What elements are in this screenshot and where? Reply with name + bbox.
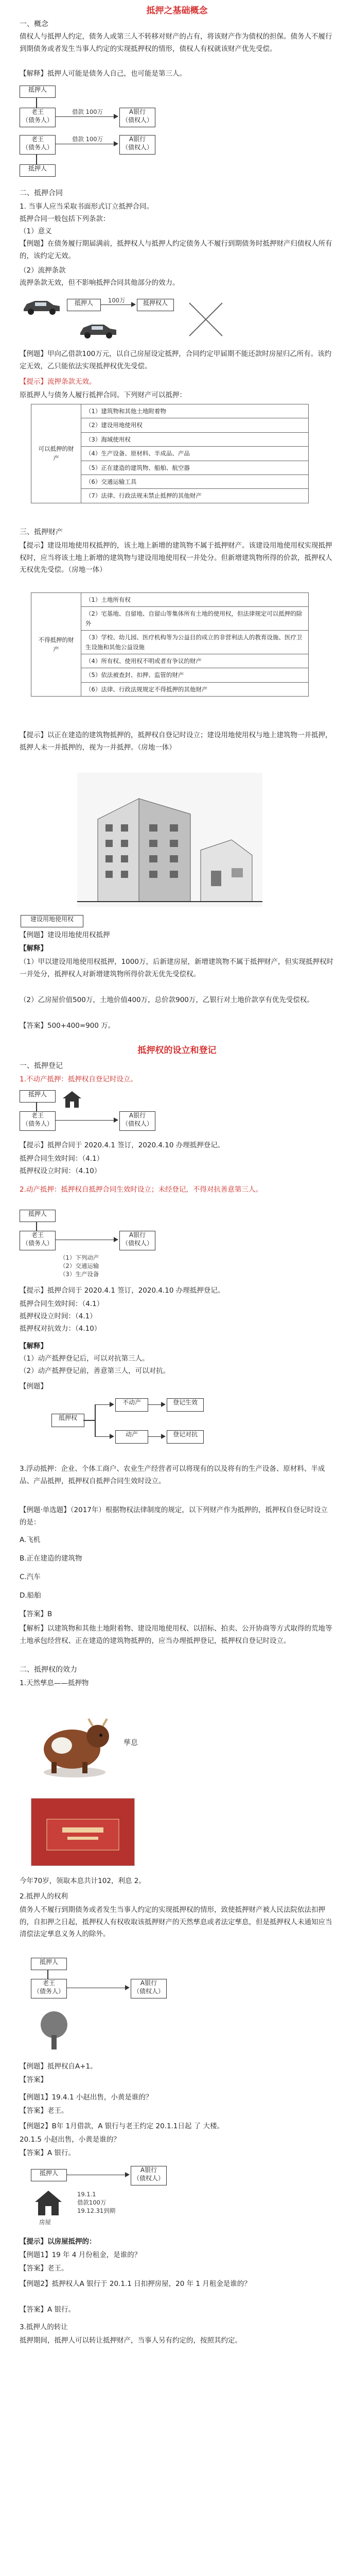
answer: 【答案】B: [20, 1610, 52, 1618]
list-item: （1）下列动产: [60, 1254, 99, 1261]
paragraph: 债权人与抵押人约定，债务人或第三人不转移对财产的占有，将该财产作为债权的担保。债务人不履行到期债务或者发生当事人约定的实现抵押权的情形，债权人有权就该财产优先受偿。: [20, 32, 332, 53]
mortgageable-table: [31, 404, 309, 503]
bank-box: [119, 1231, 155, 1250]
mortgagor-box: 抵押人: [31, 1958, 67, 1970]
section-heading: 三、抵押财产: [20, 528, 63, 536]
arrow-label: 100万: [108, 297, 126, 304]
paragraph: 债务人不履行到期债务或者发生当事人约定的实现抵押权的情形，致使抵押财产被人民法院依法扣押的，自扣押之日起，抵押权人有权收取该抵押财产的天然孳息或者法定孳息，但是抵押权人未通知应当清偿法定孳息义务人的除外。: [20, 1906, 332, 1939]
paragraph: （2）流押条款: [20, 266, 66, 275]
table-row: （5）依法被查封、扣押、监管的财产: [81, 668, 309, 682]
loan-arrow: [56, 1120, 117, 1121]
paragraph: （1）动产抵押登记后，可以对抗第三人。: [20, 1354, 149, 1363]
explanation-heading: 【解释】: [20, 944, 47, 953]
tip: 【提示】抵押合同于 2020.4.1 签订，2020.4.10 办理抵押登记。: [20, 1141, 225, 1149]
explanation-heading: 【解释】: [20, 1342, 47, 1350]
table-row: （7）法律、行政法规未禁止抵押的其他财产: [81, 489, 309, 503]
option: D.船舶: [20, 1591, 41, 1600]
paragraph: 抵押权设立时间：（4.10）: [20, 1167, 101, 1175]
house-icon: [34, 2190, 63, 2216]
debtor-role: （债务人）: [22, 1120, 53, 1127]
paragraph: 抵押权对抗效力：（4.10）: [20, 1325, 101, 1333]
explanation: 【解析】以建筑物和其他土地附着物、建设用地使用权、以招标、拍卖、公开协商等方式取得的荒地等土地承包经营权、正在建造的建筑物抵押的，应当办理抵押登记，抵押权自登记时设立。: [20, 1624, 332, 1645]
registration-effective-box: 登记生效: [167, 1398, 204, 1412]
paragraph: （2）动产抵押登记前，善意第三人，可以对抗。: [20, 1367, 170, 1375]
mortgagor-box: 抵押人: [20, 1210, 56, 1222]
debtor-name: 老王: [42, 1979, 55, 1987]
mortgage-right-box: 抵押权: [51, 1414, 84, 1427]
list-item: （2）交通运输: [60, 1262, 99, 1269]
bank-name: A银行: [129, 1112, 146, 1119]
example: 【例题】抵押权自A+1。: [20, 2062, 97, 2071]
debtor-name: 老王: [31, 135, 44, 143]
bank-name: A银行: [129, 108, 146, 115]
connector-line: [36, 97, 37, 108]
tree-icon: [31, 2009, 77, 2050]
connector-line: [47, 1970, 48, 1979]
tip: 【提示】以正在建造的建筑物抵押的，抵押权自登记时设立；建设用地使用权与地上建筑物一并抵押，抵押人未一并抵押的，视为一并抵押。（房地一体）: [20, 731, 332, 752]
bank-role: （债权人）: [121, 1120, 153, 1127]
section-heading: 二、抵押权的效力: [20, 1666, 77, 1674]
option: A.飞机: [20, 1536, 41, 1544]
section-heading: 一、概念: [20, 20, 48, 28]
table-row: （2）宅基地、自留地、自留山等集体所有土地的使用权，但法律规定可以抵押的除外: [81, 607, 309, 631]
section-title: 抵押权的设立和登记: [137, 1045, 217, 1056]
paragraph: 2.抵押人的权利: [20, 1892, 68, 1901]
connector-line: [83, 1420, 95, 1421]
arrow: [95, 1404, 113, 1405]
section-heading: 二、抵押合同: [20, 189, 63, 197]
bank-name: A银行: [129, 135, 146, 143]
bank-box: [119, 108, 155, 127]
paragraph: 今年70岁，领取本息共计102，利息 2。: [20, 1877, 146, 1885]
debtor-role: （债务人）: [22, 143, 53, 151]
movable-box: 动产: [115, 1430, 148, 1444]
page-title: 抵押之基础概念: [146, 6, 208, 16]
debtor-box: [20, 1231, 56, 1250]
non-mortgageable-table: [31, 592, 309, 697]
tip: 【提示】以房屋抵押的：: [20, 2238, 96, 2246]
debtor-box: [20, 135, 56, 155]
answer: 【答案】500+400=900 万。: [20, 1022, 115, 1030]
paragraph: 原抵押人与债务人履行抵押合同。下列财产可以抵押：: [20, 391, 186, 399]
arrow-label: 借款 100万: [72, 108, 103, 115]
question: 【例题·单选题】（2017年）根据物权法律制度的规定，以下列财产作为抵押的，抵押权自登记时设立的是：: [20, 1506, 328, 1527]
paragraph: 【提示】建设用地使用权抵押的，该土地上新增的建筑物不属于抵押财产。该建设用地使用权实现抵押权时，应当将该土地上新增的建筑物与建设用地使用权一并处分。但新增建筑物所得的价款，抵押权人无权优先受偿。（房地一体）: [20, 541, 332, 574]
paragraph: 2.动产抵押：抵押权自抵押合同生效时设立；未经登记，不得对抗善意第三人。: [20, 1185, 262, 1194]
example-heading: 【例题】: [20, 1382, 47, 1391]
bank-name: A银行: [140, 1979, 157, 1987]
connector-line: [36, 154, 37, 164]
table-row: （4）生产设备、原材料、半成品、产品: [81, 447, 309, 461]
debtor-box: [31, 1979, 67, 1998]
car-icon: [21, 297, 62, 315]
debtor-role: （债务人）: [22, 116, 53, 124]
table-row: （5）正在建造的建筑物、船舶、航空器: [81, 461, 309, 474]
paragraph: 3.浮动抵押：企业、个体工商户、农业生产经营者可以将现有的以及将有的生产设备、原材料、半成品、产品抵押，抵押权自抵押合同生效时设立。: [20, 1465, 325, 1485]
paragraph: 抵押合同一般包括下列条款：: [20, 215, 110, 223]
bank-role: （债权人）: [133, 2174, 164, 2182]
table-row: （4）所有权、使用权不明或者有争议的财产: [81, 654, 309, 668]
list-item: 借款100万: [77, 2199, 107, 2206]
third-party-box: 抵押人: [20, 164, 56, 177]
paragraph: 1. 当事人应当采取书面形式订立抵押合同。: [20, 202, 154, 211]
connector-line: [95, 1404, 96, 1436]
mortgagor-box: 抵押人: [67, 299, 101, 311]
table-row: （3）学校、幼儿园、医疗机构等为公益目的成立的非营利法人的教育设施、医疗卫生设施和其他公益设施: [81, 631, 309, 654]
tip: 【提示】抵押合同于 2020.4.1 签订，2020.4.10 办理抵押登记。: [20, 1286, 225, 1295]
list-item: （3）生产设备: [60, 1270, 99, 1278]
debtor-role: （债务人）: [33, 1987, 64, 1995]
list-item: 19.12.31到期: [77, 2207, 116, 2214]
debtor-name: 老王: [31, 108, 44, 115]
paragraph: （2）乙房屋价值500万，土地价值400万，总价款900万，乙银行对土地价款享有优先受偿权。: [20, 996, 314, 1004]
car-icon: [77, 320, 118, 339]
example: 【例题2】B年 1月借款，A 银行与老王约定 20.1.1日起 了 大楼。: [20, 2122, 224, 2130]
bank-name: A银行: [140, 2166, 157, 2174]
paragraph: 抵押权设立时间：（4.1）: [20, 1312, 97, 1320]
mortgagee-box: 抵押权人: [137, 299, 174, 311]
tip: 【解释】抵押人可能是债务人自己，也可能是第三人。: [20, 70, 186, 78]
house-label: 房屋: [39, 2218, 51, 2226]
table-head: 不得抵押的财产: [31, 593, 81, 697]
list-item: 19.1.1: [77, 2191, 96, 2198]
arrow: [148, 1404, 165, 1405]
cow-illustration: [31, 1700, 118, 1783]
house-icon: [62, 1090, 82, 1109]
mortgagor-box: 抵押人: [20, 86, 56, 98]
option: C.汽车: [20, 1573, 41, 1581]
example: 【例题1】19 年 4 月份租金，是谁的？: [20, 2251, 141, 2259]
paragraph: （1）意义: [20, 227, 52, 235]
table-row: （6）交通运输工具: [81, 474, 309, 488]
paragraph: 抵押合同生效时间：（4.1）: [20, 1155, 104, 1163]
table-row: （1）土地所有权: [81, 593, 309, 607]
bank-box: [131, 1979, 167, 1998]
paragraph: 1.天然孳息——抵押物: [20, 1679, 89, 1687]
connector-line: [36, 1222, 37, 1231]
bank-role: （债权人）: [121, 1239, 153, 1247]
table-row: （6）法律、行政法规规定不得抵押的其他财产: [81, 682, 309, 696]
paragraph: 抵押期间，抵押人可以转让抵押财产，当事人另有约定的，按照其约定。: [20, 2336, 242, 2345]
debtor-box: [20, 1111, 56, 1131]
land-use-box: 建设用地使用权: [21, 915, 83, 927]
paragraph: 20.1.5 小赵出售，小黄是谁的？: [20, 2136, 120, 2144]
example-heading: 【例题】建设用地使用权抵押: [20, 931, 110, 939]
bank-box: [119, 1111, 155, 1131]
section-heading: 一、抵押登记: [20, 1062, 63, 1070]
arrow-label: 借款 100万: [72, 135, 103, 143]
answer: 【答案】A 银行。: [20, 2306, 76, 2314]
cross-icon: [185, 299, 226, 340]
debtor-box: [20, 108, 56, 127]
connector-line: [36, 1102, 37, 1111]
table-row: （3）海域使用权: [81, 432, 309, 446]
paragraph: 【例题】甲向乙借款100万元，以自己房屋设定抵押，合同约定甲届期不能还款时房屋归乙所有。该约定无效，乙只能依法实现抵押权优先受偿。: [20, 350, 332, 370]
table-row: （2）建设用地使用权: [81, 418, 309, 432]
bank-name: A银行: [129, 1231, 146, 1239]
bank-role: （债权人）: [121, 116, 153, 124]
table-head: 可以抵押的财产: [31, 404, 81, 503]
table-row: （1）建筑物和其他土地附着物: [81, 404, 309, 418]
arrow: [148, 1436, 165, 1437]
bank-role: （债权人）: [121, 143, 153, 151]
paragraph: 【例题】在债务履行期届满前，抵押权人与抵押人约定债务人不履行到期债务时抵押财产归债权人所有的，该约定无效。: [20, 240, 332, 260]
debtor-name: 老王: [31, 1231, 44, 1239]
example: 【例题2】抵押权人A 银行于 20.1.1 日扣押房屋，20 年 1 月租金是谁的？: [20, 2280, 251, 2288]
bank-box: [131, 2166, 167, 2185]
mortgagor-box: 抵押人: [20, 1090, 56, 1103]
answer: 【答案】老王。: [20, 2264, 68, 2273]
paragraph: 抵押合同生效时间：（4.1）: [20, 1300, 104, 1308]
debtor-role: （债务人）: [22, 1239, 53, 1247]
building-illustration: [77, 773, 262, 907]
bank-role: （债权人）: [133, 1987, 164, 1995]
answer: 【答案】A 银行。: [20, 2149, 76, 2157]
arrow-label: 孳息: [123, 1739, 138, 1747]
paragraph: 3.抵押人的转让: [20, 2323, 68, 2331]
paragraph: （1）甲以建设用地使用权抵押，1000万，后新建房屋，新增建筑物不属于抵押财产，但实现抵押权时一并处分，抵押权人对新增建筑物所得价款无优先受偿权。: [20, 958, 333, 978]
certificate-photo: [31, 1798, 135, 1866]
paragraph: 流押条款无效，但不影响抵押合同其他部分的效力。: [20, 279, 180, 287]
debtor-name: 老王: [31, 1112, 44, 1119]
answer: 【答案】: [20, 2076, 47, 2084]
immovable-box: 不动产: [115, 1398, 148, 1412]
option: B.正在建造的建筑物: [20, 1554, 82, 1563]
paragraph: 1.不动产抵押：抵押权自登记时设立。: [20, 1075, 137, 1083]
arrow: [95, 1436, 113, 1437]
bank-box: [119, 135, 155, 155]
tip: 【提示】流押条款无效。: [20, 378, 96, 386]
answer: 【答案】老王。: [20, 2107, 68, 2115]
mortgagor-box: 抵押人: [31, 2169, 67, 2181]
registration-against-box: 登记对抗: [167, 1430, 204, 1444]
example: 【例题1】19.4.1 小赵出售，小黄是谁的？: [20, 2093, 153, 2102]
